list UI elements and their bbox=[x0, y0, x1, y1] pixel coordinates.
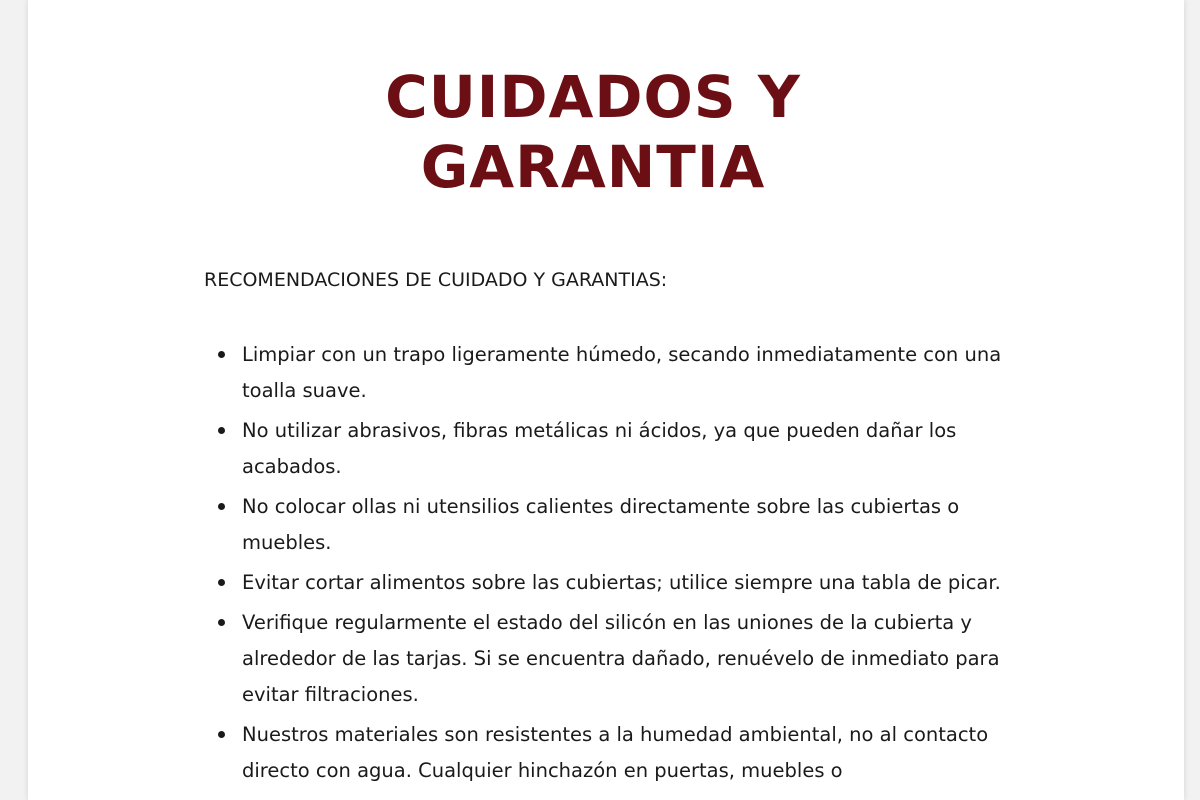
care-list bbox=[204, 337, 1024, 793]
list-item-text: No colocar ollas ni utensilios calientes directamente sobre las cubiertas o muebles. bbox=[242, 495, 960, 554]
title-line-1: CUIDADOS Y bbox=[385, 63, 801, 131]
bullet-icon bbox=[218, 427, 225, 434]
page-title bbox=[28, 62, 1158, 202]
bullet-icon bbox=[218, 579, 225, 586]
list-item-text: Evitar cortar alimentos sobre las cubiertas; utilice siempre una tabla de picar. bbox=[242, 571, 1001, 594]
title-line-2: GARANTIA bbox=[420, 133, 766, 201]
list-item-text: Verifique regularmente el estado del silicón en las uniones de la cubierta y alrededor de las tarjas. Si se encuentra dañado, renuévelo de inmediato para evitar filtraciones. bbox=[242, 611, 1000, 706]
bullet-icon bbox=[218, 731, 225, 738]
list-item bbox=[204, 605, 1024, 713]
list-item-text: No utilizar abrasivos, fibras metálicas ni ácidos, ya que pueden dañar los acabados. bbox=[242, 419, 957, 478]
bullet-icon bbox=[218, 619, 225, 626]
list-item bbox=[204, 337, 1024, 409]
bullet-icon bbox=[218, 351, 225, 358]
list-item bbox=[204, 717, 1024, 789]
list-item bbox=[204, 565, 1024, 601]
bullet-icon bbox=[218, 503, 225, 510]
document-page bbox=[28, 0, 1184, 800]
list-item bbox=[204, 489, 1024, 561]
intro-heading: RECOMENDACIONES DE CUIDADO Y GARANTIAS: bbox=[204, 269, 668, 291]
list-item-text: Limpiar con un trapo ligeramente húmedo, secando inmediatamente con una toalla suave. bbox=[242, 343, 1002, 402]
list-item-text: Nuestros materiales son resistentes a la humedad ambiental, no al contacto directo con agua. Cualquier hinchazón en puertas, muebles o bbox=[242, 723, 989, 782]
list-item bbox=[204, 413, 1024, 485]
